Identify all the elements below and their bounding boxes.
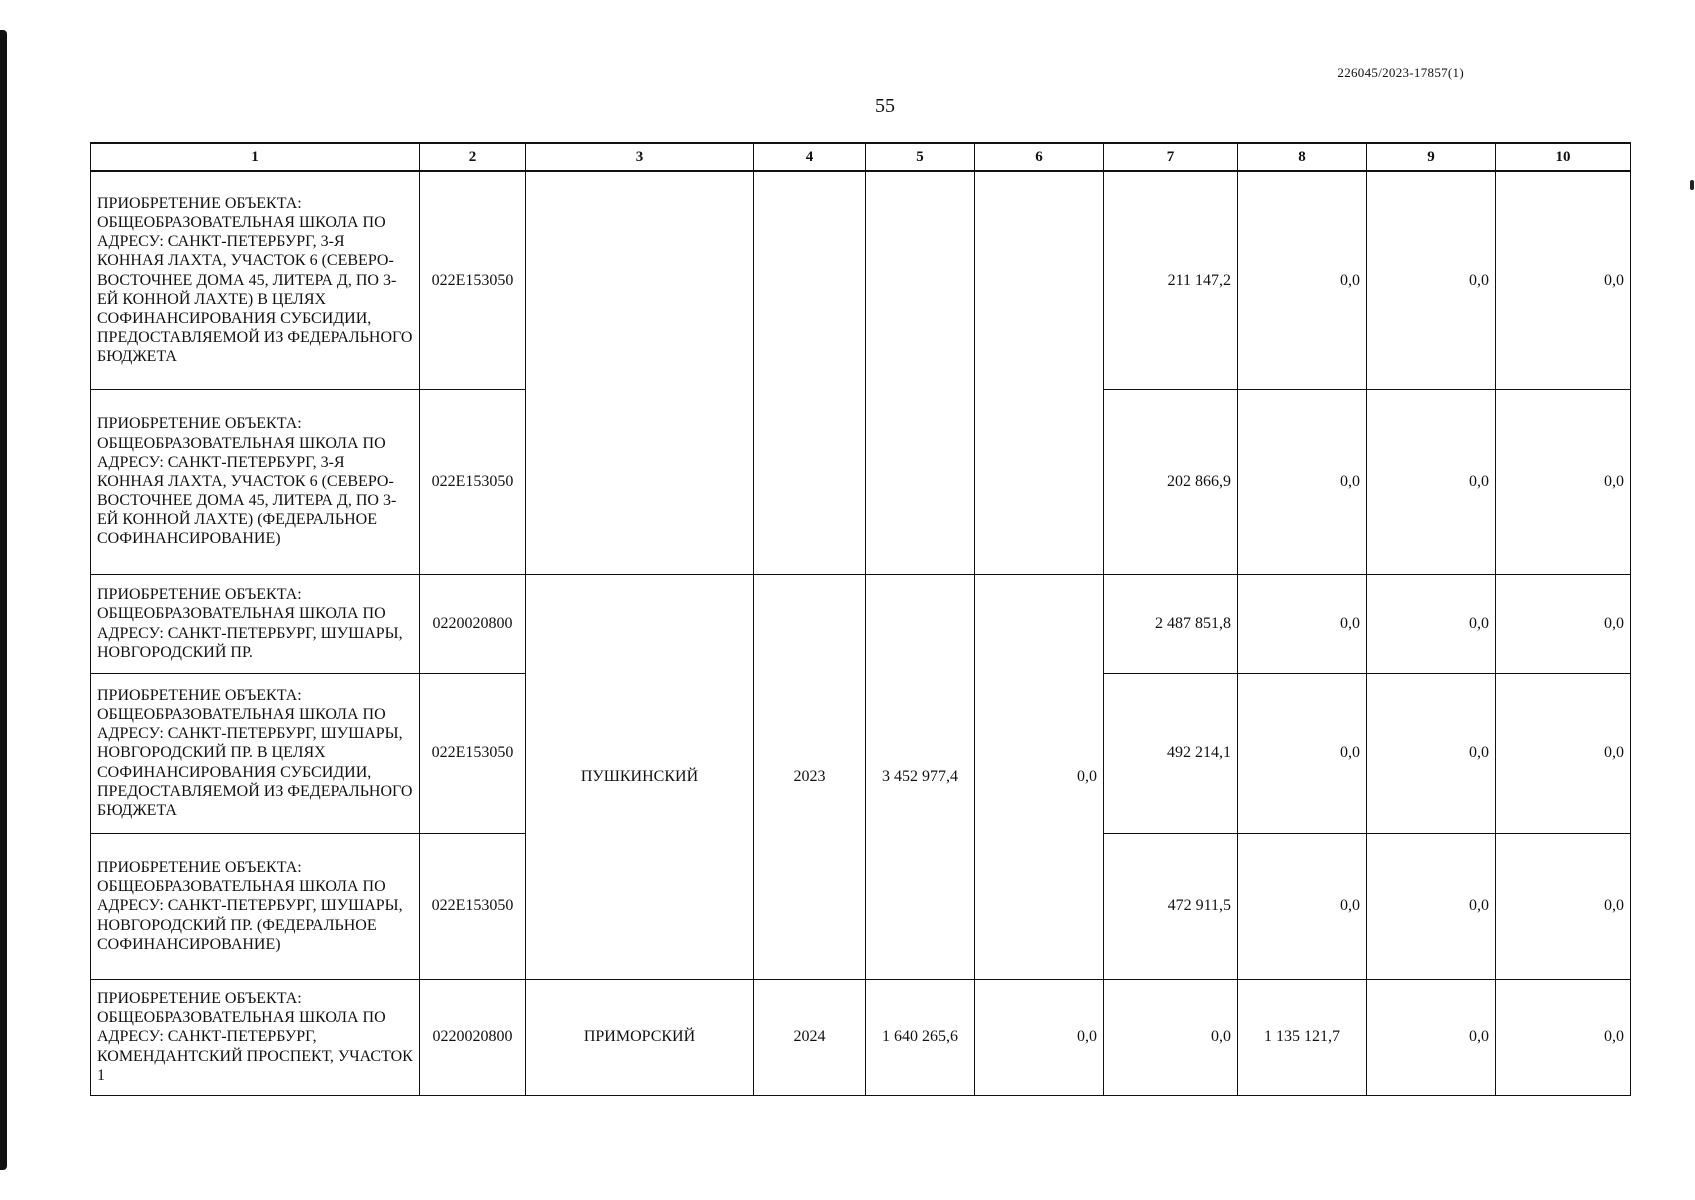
value-col8: 0,0 xyxy=(1238,389,1367,574)
page-number: 55 xyxy=(875,95,895,117)
scan-left-edge xyxy=(0,30,7,1170)
column-header: 7 xyxy=(1104,143,1238,171)
value-col9: 0,0 xyxy=(1367,171,1496,389)
year-cell: 2024 xyxy=(754,979,866,1095)
column-header: 10 xyxy=(1496,143,1631,171)
budget-code: 022E153050 xyxy=(420,833,526,979)
table-row xyxy=(91,171,1631,389)
district-primorsky: ПРИМОРСКИЙ xyxy=(526,979,754,1095)
object-name: ПРИОБРЕТЕНИЕ ОБЪЕКТА: ОБЩЕОБРАЗОВАТЕЛЬНАЯ ШКОЛА ПО АДРЕСУ: САНКТ-ПЕТЕРБУРГ, КОМЕНДАНТСКИЙ ПРОСПЕКТ, УЧАСТОК 1 xyxy=(91,979,420,1095)
value-col10: 0,0 xyxy=(1496,979,1631,1095)
value-col10: 0,0 xyxy=(1496,673,1631,833)
scan-mark xyxy=(1690,180,1694,190)
column-header: 4 xyxy=(754,143,866,171)
budget-code: 022E153050 xyxy=(420,389,526,574)
district-pushkinsky: ПУШКИНСКИЙ xyxy=(526,574,754,979)
empty-total-cell xyxy=(866,171,975,574)
value-col7: 202 866,9 xyxy=(1104,389,1238,574)
total-cell: 1 640 265,6 xyxy=(866,979,975,1095)
column-header: 8 xyxy=(1238,143,1367,171)
object-name: ПРИОБРЕТЕНИЕ ОБЪЕКТА: ОБЩЕОБРАЗОВАТЕЛЬНАЯ ШКОЛА ПО АДРЕСУ: САНКТ-ПЕТЕРБУРГ, 3-Я КОННАЯ ЛАХТА, УЧАСТОК 6 (СЕВЕРО-ВОСТОЧНЕЕ ДОМА 45, ЛИТЕРА Д, ПО 3-ЕЙ КОННОЙ ЛАХТЕ) В ЦЕЛЯХ СОФИНАНСИРОВАНИЯ СУБСИДИИ, ПРЕДОСТАВЛЯЕМОЙ ИЗ ФЕДЕРАЛЬНОГО БЮДЖЕТА xyxy=(91,171,420,389)
value-col8: 0,0 xyxy=(1238,673,1367,833)
empty-col6-cell xyxy=(975,171,1104,574)
object-name: ПРИОБРЕТЕНИЕ ОБЪЕКТА: ОБЩЕОБРАЗОВАТЕЛЬНАЯ ШКОЛА ПО АДРЕСУ: САНКТ-ПЕТЕРБУРГ, 3-Я КОННАЯ ЛАХТА, УЧАСТОК 6 (СЕВЕРО-ВОСТОЧНЕЕ ДОМА 45, ЛИТЕРА Д, ПО 3-ЕЙ КОННОЙ ЛАХТЕ) (ФЕДЕРАЛЬНОЕ СОФИНАНСИРОВАНИЕ) xyxy=(91,389,420,574)
table-row xyxy=(91,979,1631,1095)
budget-code: 022E153050 xyxy=(420,171,526,389)
document-number: 226045/2023-17857(1) xyxy=(1337,65,1464,80)
value-col9: 0,0 xyxy=(1367,979,1496,1095)
value-col6: 0,0 xyxy=(975,574,1104,979)
value-col8: 1 135 121,7 xyxy=(1238,979,1367,1095)
value-col9: 0,0 xyxy=(1367,389,1496,574)
column-header: 5 xyxy=(866,143,975,171)
object-name: ПРИОБРЕТЕНИЕ ОБЪЕКТА: ОБЩЕОБРАЗОВАТЕЛЬНАЯ ШКОЛА ПО АДРЕСУ: САНКТ-ПЕТЕРБУРГ, ШУШАРЫ, НОВГОРОДСКИЙ ПР. (ФЕДЕРАЛЬНОЕ СОФИНАНСИРОВАНИЕ) xyxy=(91,833,420,979)
object-name: ПРИОБРЕТЕНИЕ ОБЪЕКТА: ОБЩЕОБРАЗОВАТЕЛЬНАЯ ШКОЛА ПО АДРЕСУ: САНКТ-ПЕТЕРБУРГ, ШУШАРЫ, НОВГОРОДСКИЙ ПР. В ЦЕЛЯХ СОФИНАНСИРОВАНИЯ СУБСИДИИ, ПРЕДОСТАВЛЯЕМОЙ ИЗ ФЕДЕРАЛЬНОГО БЮДЖЕТА xyxy=(91,673,420,833)
total-cell: 3 452 977,4 xyxy=(866,574,975,979)
column-header: 2 xyxy=(420,143,526,171)
value-col7: 0,0 xyxy=(1104,979,1238,1095)
value-col9: 0,0 xyxy=(1367,673,1496,833)
year-cell: 2023 xyxy=(754,574,866,979)
value-col8: 0,0 xyxy=(1238,171,1367,389)
empty-year-cell xyxy=(754,171,866,574)
table-row xyxy=(91,574,1631,673)
value-col7: 211 147,2 xyxy=(1104,171,1238,389)
value-col7: 472 911,5 xyxy=(1104,833,1238,979)
value-col10: 0,0 xyxy=(1496,833,1631,979)
budget-code: 022E153050 xyxy=(420,673,526,833)
value-col8: 0,0 xyxy=(1238,833,1367,979)
value-col10: 0,0 xyxy=(1496,574,1631,673)
value-col7: 2 487 851,8 xyxy=(1104,574,1238,673)
column-header: 6 xyxy=(975,143,1104,171)
value-col7: 492 214,1 xyxy=(1104,673,1238,833)
value-col10: 0,0 xyxy=(1496,389,1631,574)
value-col9: 0,0 xyxy=(1367,833,1496,979)
value-col9: 0,0 xyxy=(1367,574,1496,673)
column-header: 1 xyxy=(91,143,420,171)
value-col8: 0,0 xyxy=(1238,574,1367,673)
budget-code: 0220020800 xyxy=(420,979,526,1095)
object-name: ПРИОБРЕТЕНИЕ ОБЪЕКТА: ОБЩЕОБРАЗОВАТЕЛЬНАЯ ШКОЛА ПО АДРЕСУ: САНКТ-ПЕТЕРБУРГ, ШУШАРЫ, НОВГОРОДСКИЙ ПР. xyxy=(91,574,420,673)
column-number-row xyxy=(91,143,1631,171)
budget-table xyxy=(90,142,1631,1096)
empty-district-cell xyxy=(526,171,754,574)
column-header: 3 xyxy=(526,143,754,171)
value-col6: 0,0 xyxy=(975,979,1104,1095)
column-header: 9 xyxy=(1367,143,1496,171)
value-col10: 0,0 xyxy=(1496,171,1631,389)
budget-code: 0220020800 xyxy=(420,574,526,673)
